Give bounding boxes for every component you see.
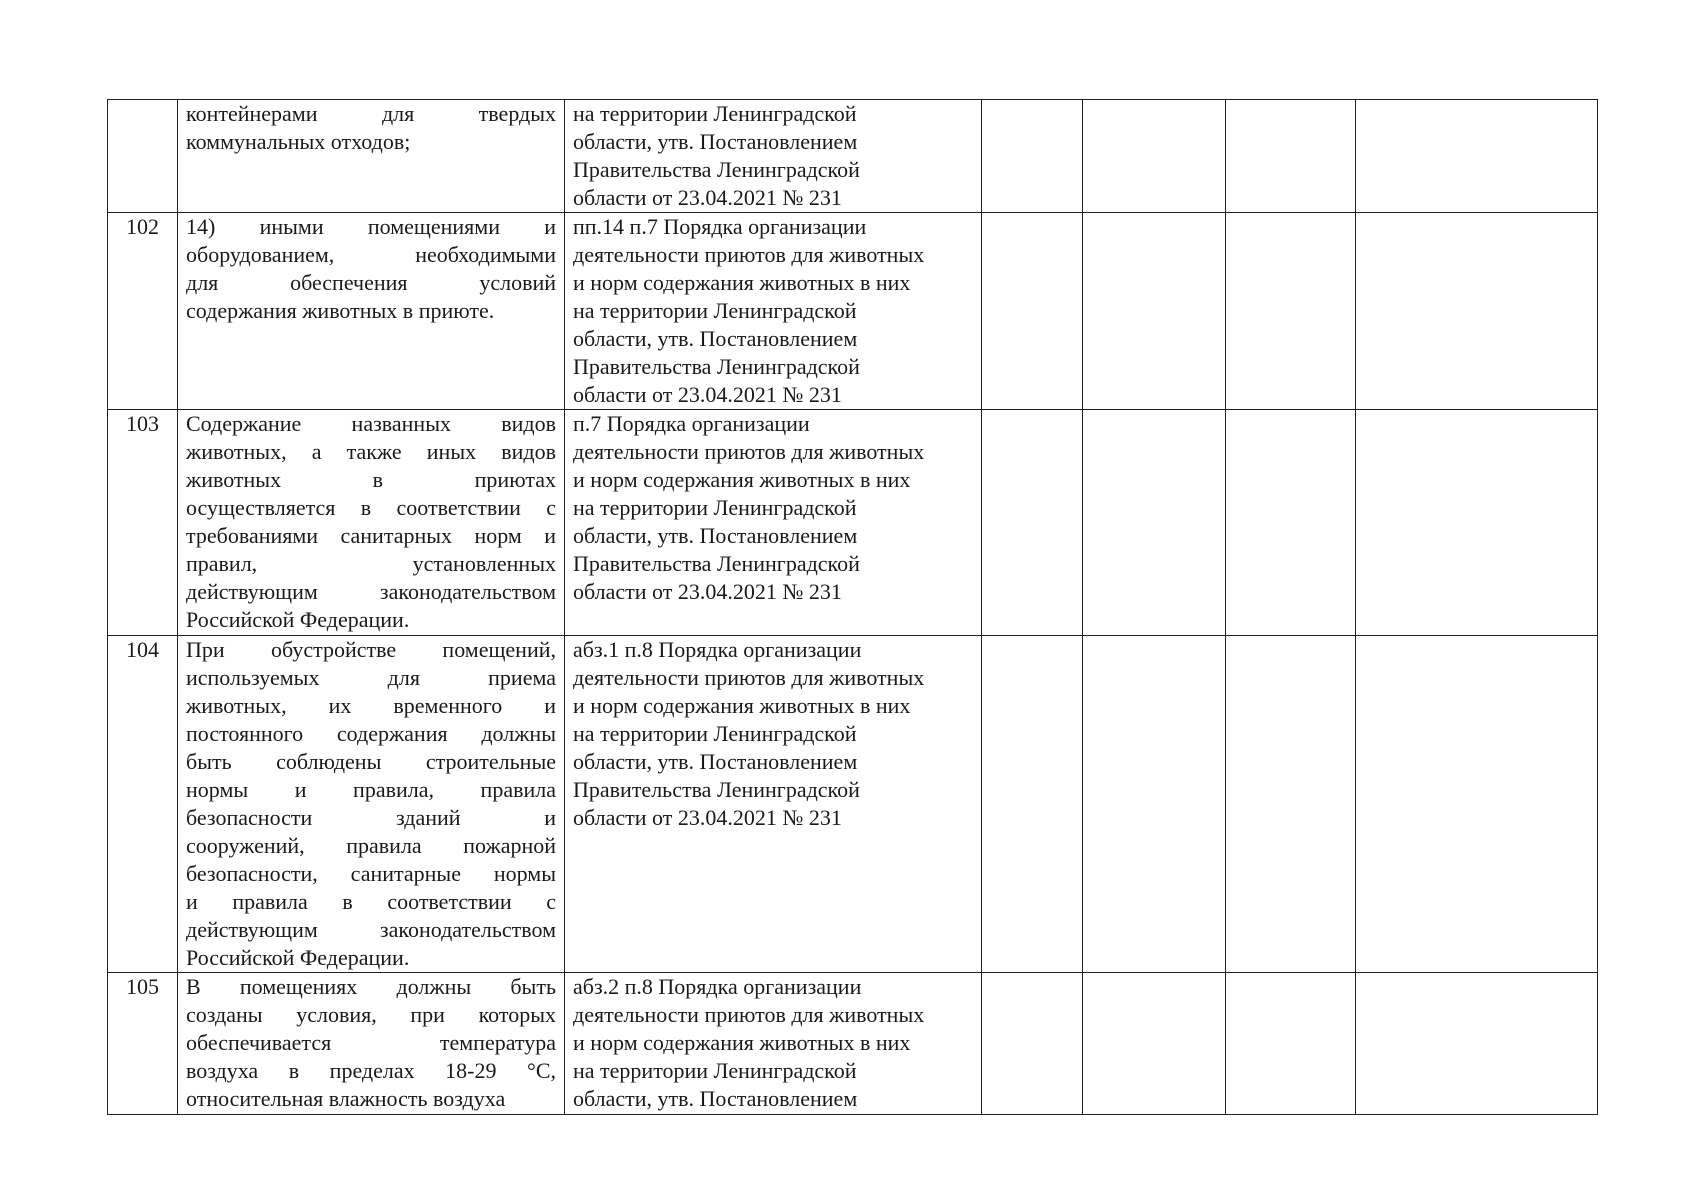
requirement-line: Российской Федерации. <box>186 945 410 970</box>
reference-line: и норм содержания животных в них <box>573 1030 911 1055</box>
legal-reference <box>565 973 982 1115</box>
requirement-line: постоянного содержания должны <box>186 721 556 746</box>
reference-line: и норм содержания животных в них <box>573 693 911 718</box>
empty-answer-cell <box>1083 636 1226 973</box>
table-row <box>108 973 1598 1115</box>
requirement-line: безопасности зданий и <box>186 805 556 830</box>
reference-line: области, утв. Постановлением <box>573 1086 858 1111</box>
requirement-line: осуществляется в соответствии с <box>186 495 556 520</box>
reference-line: абз.2 п.8 Порядка организации <box>573 974 862 999</box>
reference-line: деятельности приютов для животных <box>573 242 925 267</box>
requirement-text <box>178 410 565 636</box>
requirement-text <box>178 213 565 410</box>
requirement-line: воздуха в пределах 18-29 °С, <box>186 1058 556 1083</box>
reference-line: на территории Ленинградской <box>573 721 857 746</box>
empty-answer-cell <box>982 636 1083 973</box>
empty-answer-cell <box>1226 100 1356 213</box>
requirement-line: контейнерами для твердых <box>186 101 556 126</box>
reference-line: области от 23.04.2021 № 231 <box>573 805 842 830</box>
reference-line: п.7 Порядка организации <box>573 411 810 436</box>
requirement-line: Содержание названных видов <box>186 411 556 436</box>
empty-answer-cell <box>1356 213 1598 410</box>
requirement-line: быть соблюдены строительные <box>186 749 556 774</box>
reference-line: на территории Ленинградской <box>573 101 857 126</box>
requirement-line: содержания животных в приюте. <box>186 298 495 323</box>
empty-answer-cell <box>1083 410 1226 636</box>
requirement-line: животных в приютах <box>186 467 556 492</box>
legal-reference <box>565 410 982 636</box>
legal-reference <box>565 100 982 213</box>
requirement-line: животных, их временного и <box>186 693 556 718</box>
requirement-line: безопасности, санитарные нормы <box>186 861 556 886</box>
empty-answer-cell <box>982 973 1083 1115</box>
table-row <box>108 636 1598 973</box>
requirement-line: сооружений, правила пожарной <box>186 833 556 858</box>
checklist-table <box>107 99 1598 1115</box>
reference-line: области от 23.04.2021 № 231 <box>573 185 842 210</box>
reference-line: на территории Ленинградской <box>573 495 857 520</box>
requirement-line: созданы условия, при которых <box>186 1002 556 1027</box>
requirement-line: нормы и правила, правила <box>186 777 556 802</box>
empty-answer-cell <box>1356 973 1598 1115</box>
legal-reference <box>565 213 982 410</box>
requirement-line: требованиями санитарных норм и <box>186 523 556 548</box>
table-row <box>108 100 1598 213</box>
requirement-line: относительная влажность воздуха <box>186 1086 506 1111</box>
reference-line: Правительства Ленинградской <box>573 157 860 182</box>
reference-line: пп.14 п.7 Порядка организации <box>573 214 867 239</box>
requirement-line: действующим законодательством <box>186 579 556 604</box>
reference-line: и норм содержания животных в них <box>573 270 911 295</box>
row-number: 102 <box>108 213 178 410</box>
requirement-text <box>178 100 565 213</box>
empty-answer-cell <box>1226 213 1356 410</box>
empty-answer-cell <box>982 100 1083 213</box>
empty-answer-cell <box>1356 636 1598 973</box>
reference-line: области от 23.04.2021 № 231 <box>573 382 842 407</box>
row-number: 103 <box>108 410 178 636</box>
reference-line: области, утв. Постановлением <box>573 129 858 154</box>
row-number <box>108 100 178 213</box>
reference-line: Правительства Ленинградской <box>573 551 860 576</box>
table-body <box>108 100 1598 1115</box>
reference-line: на территории Ленинградской <box>573 298 857 323</box>
requirement-line: коммунальных отходов; <box>186 129 411 154</box>
requirement-line: животных, а также иных видов <box>186 439 556 464</box>
requirement-line: Российской Федерации. <box>186 607 410 632</box>
table-row <box>108 213 1598 410</box>
reference-line: на территории Ленинградской <box>573 1058 857 1083</box>
empty-answer-cell <box>1083 100 1226 213</box>
reference-line: и норм содержания животных в них <box>573 467 911 492</box>
reference-line: области, утв. Постановлением <box>573 523 858 548</box>
requirement-line: и правила в соответствии с <box>186 889 556 914</box>
requirement-line: 14) иными помещениями и <box>186 214 556 239</box>
requirement-text <box>178 973 565 1115</box>
empty-answer-cell <box>1356 410 1598 636</box>
row-number: 104 <box>108 636 178 973</box>
requirement-line: используемых для приема <box>186 665 556 690</box>
requirement-line: В помещениях должны быть <box>186 974 556 999</box>
reference-line: абз.1 п.8 Порядка организации <box>573 637 862 662</box>
row-number: 105 <box>108 973 178 1115</box>
reference-line: деятельности приютов для животных <box>573 665 925 690</box>
empty-answer-cell <box>1356 100 1598 213</box>
reference-line: Правительства Ленинградской <box>573 354 860 379</box>
requirement-line: При обустройстве помещений, <box>186 637 556 662</box>
reference-line: области от 23.04.2021 № 231 <box>573 579 842 604</box>
requirement-line: обеспечивается температура <box>186 1030 556 1055</box>
requirement-text <box>178 636 565 973</box>
empty-answer-cell <box>982 410 1083 636</box>
table-row <box>108 410 1598 636</box>
requirement-line: оборудованием, необходимыми <box>186 242 556 267</box>
reference-line: области, утв. Постановлением <box>573 326 858 351</box>
reference-line: деятельности приютов для животных <box>573 1002 925 1027</box>
empty-answer-cell <box>1083 213 1226 410</box>
requirement-line: правил, установленных <box>186 551 556 576</box>
legal-reference <box>565 636 982 973</box>
empty-answer-cell <box>982 213 1083 410</box>
reference-line: области, утв. Постановлением <box>573 749 858 774</box>
empty-answer-cell <box>1083 973 1226 1115</box>
empty-answer-cell <box>1226 636 1356 973</box>
empty-answer-cell <box>1226 410 1356 636</box>
empty-answer-cell <box>1226 973 1356 1115</box>
reference-line: Правительства Ленинградской <box>573 777 860 802</box>
requirement-line: для обеспечения условий <box>186 270 556 295</box>
requirement-line: действующим законодательством <box>186 917 556 942</box>
reference-line: деятельности приютов для животных <box>573 439 925 464</box>
